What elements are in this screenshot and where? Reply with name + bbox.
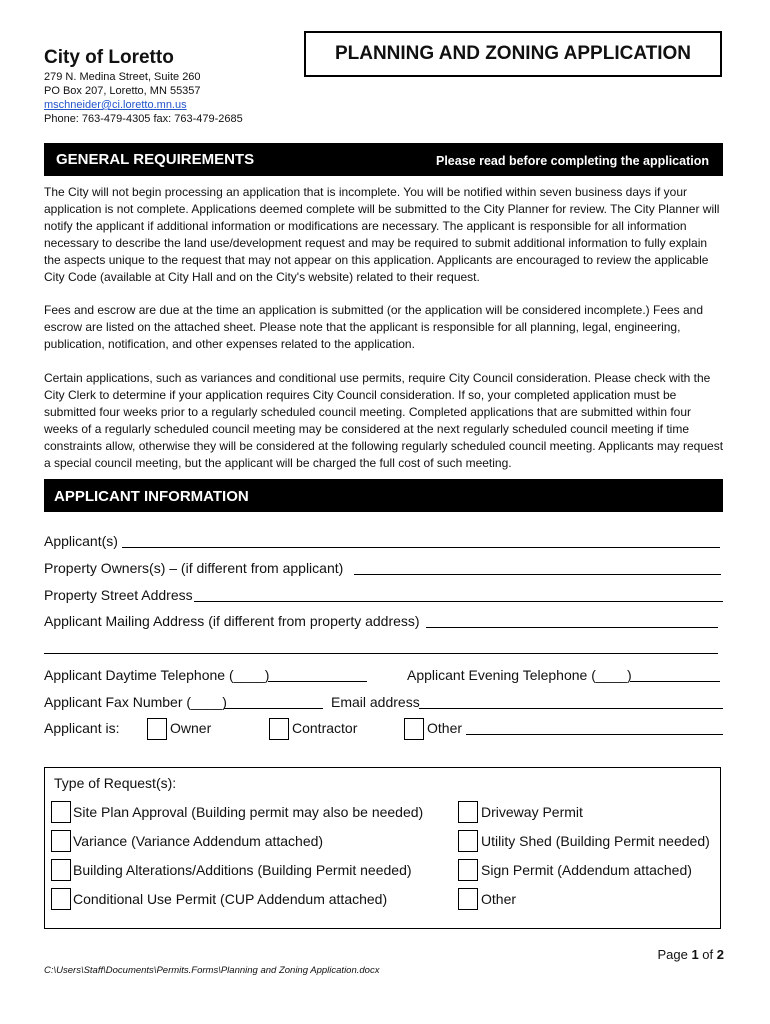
daytime-phone-label: Applicant Daytime Telephone (____) <box>44 667 270 683</box>
utility-shed-checkbox[interactable] <box>458 830 478 852</box>
variance-label: Variance (Variance Addendum attached) <box>73 833 324 849</box>
sign-permit-checkbox[interactable] <box>458 859 478 881</box>
form-title: PLANNING AND ZONING APPLICATION <box>304 31 722 77</box>
request-type-label: Type of Request(s): <box>54 775 177 791</box>
applicant-information-heading: APPLICANT INFORMATION <box>54 488 249 505</box>
page-number: Page 1 of 2 <box>657 947 724 962</box>
address-line-1: 279 N. Medina Street, Suite 260 <box>44 71 201 83</box>
city-name: City of Loretto <box>44 47 174 68</box>
general-requirements-heading: GENERAL REQUIREMENTS <box>56 151 255 168</box>
driveway-permit-label: Driveway Permit <box>481 804 583 820</box>
street-address-field[interactable] <box>194 601 723 602</box>
conditional-use-checkbox[interactable] <box>51 888 71 910</box>
sign-permit-label: Sign Permit (Addendum attached) <box>481 862 692 878</box>
general-paragraph-3: Certain applications, such as variances and conditional use permits, require City Council consideration. Please check with the City Clerk to determine if your application requires City Council consideration. If so, your completed application must be submitted four weeks prior to a regularly scheduled council meeting. Completed applications that are submitted within four weeks of a regularly scheduled council meeting may be considered at the next regularly scheduled council meeting if time constraints allow, otherwise they will be considered at the following regularly scheduled council meeting. Applicants may request a special council meeting, but the applicant will be charged the full cost of such meeting. <box>44 371 724 470</box>
building-alterations-label: Building Alterations/Additions (Building Permit needed) <box>73 862 412 878</box>
owner-checkbox[interactable] <box>147 718 167 740</box>
other-request-checkbox[interactable] <box>458 888 478 910</box>
other-applicant-checkbox[interactable] <box>404 718 424 740</box>
fax-number-field[interactable] <box>224 708 323 709</box>
site-plan-label: Site Plan Approval (Building permit may also be needed) <box>73 804 424 820</box>
contractor-checkbox[interactable] <box>269 718 289 740</box>
email-field[interactable] <box>419 708 723 709</box>
applicants-label: Applicant(s) <box>44 533 118 549</box>
daytime-phone-field[interactable] <box>268 681 367 682</box>
street-address-label: Property Street Address <box>44 587 193 603</box>
applicant-is-label: Applicant is: <box>44 720 120 736</box>
site-plan-checkbox[interactable] <box>51 801 71 823</box>
evening-phone-field[interactable] <box>630 681 720 682</box>
applicants-field[interactable] <box>122 547 720 548</box>
mailing-address-field[interactable] <box>426 627 718 628</box>
building-alterations-checkbox[interactable] <box>51 859 71 881</box>
driveway-permit-checkbox[interactable] <box>458 801 478 823</box>
general-paragraph-2: Fees and escrow are due at the time an application is submitted (or the application will be considered incomplete.) Fees and escrow are listed on the attached sheet. Please note that the applicant is responsible for all planning, legal, engineering, publication, notification, and other expenses related to the application. <box>44 303 704 351</box>
other-applicant-field[interactable] <box>466 734 723 735</box>
mailing-address-field-line-2[interactable] <box>44 653 718 654</box>
owners-label: Property Owners(s) – (if different from applicant) <box>44 560 344 576</box>
evening-phone-label: Applicant Evening Telephone (____) <box>407 667 632 683</box>
variance-checkbox[interactable] <box>51 830 71 852</box>
contractor-option-label: Contractor <box>292 720 358 736</box>
email-label: Email address <box>331 694 420 710</box>
utility-shed-label: Utility Shed (Building Permit needed) <box>481 833 710 849</box>
address-line-2: PO Box 207, Loretto, MN 55357 <box>44 85 201 97</box>
document-path: C:\Users\Staff\Documents\Permits.Forms\Planning and Zoning Application.docx <box>44 965 380 976</box>
owners-field[interactable] <box>354 574 721 575</box>
other-request-label: Other <box>481 891 517 907</box>
read-before-note: Please read before completing the application <box>436 154 709 168</box>
contact-email-link[interactable]: mschneider@ci.loretto.mn.us <box>44 99 187 111</box>
mailing-address-label: Applicant Mailing Address (if different from property address) <box>44 613 420 629</box>
conditional-use-label: Conditional Use Permit (CUP Addendum attached) <box>73 891 388 907</box>
fax-number-label: Applicant Fax Number (____) <box>44 694 227 710</box>
applicant-information-bar <box>44 479 723 512</box>
phone-fax: Phone: 763-479-4305 fax: 763-479-2685 <box>44 113 243 125</box>
owner-option-label: Owner <box>170 720 212 736</box>
general-requirements-bar <box>44 143 723 176</box>
general-paragraph-1: The City will not begin processing an application that is incomplete. You will be notified within seven business days if your application is not complete. Applications deemed complete will be submitted to the City Planner for review. The City Planner will notify the applicant if additional information or modifications are necessary. The applicant is responsible for all information necessary to describe the land use/development request and may be required to submit additional information to fully explain the aspects unique to the request that may not appear on this application. Applicants are encouraged to review the applicable City Code (available at City Hall and on the City's website) related to their request. <box>44 185 720 284</box>
other-option-label: Other <box>427 720 463 736</box>
